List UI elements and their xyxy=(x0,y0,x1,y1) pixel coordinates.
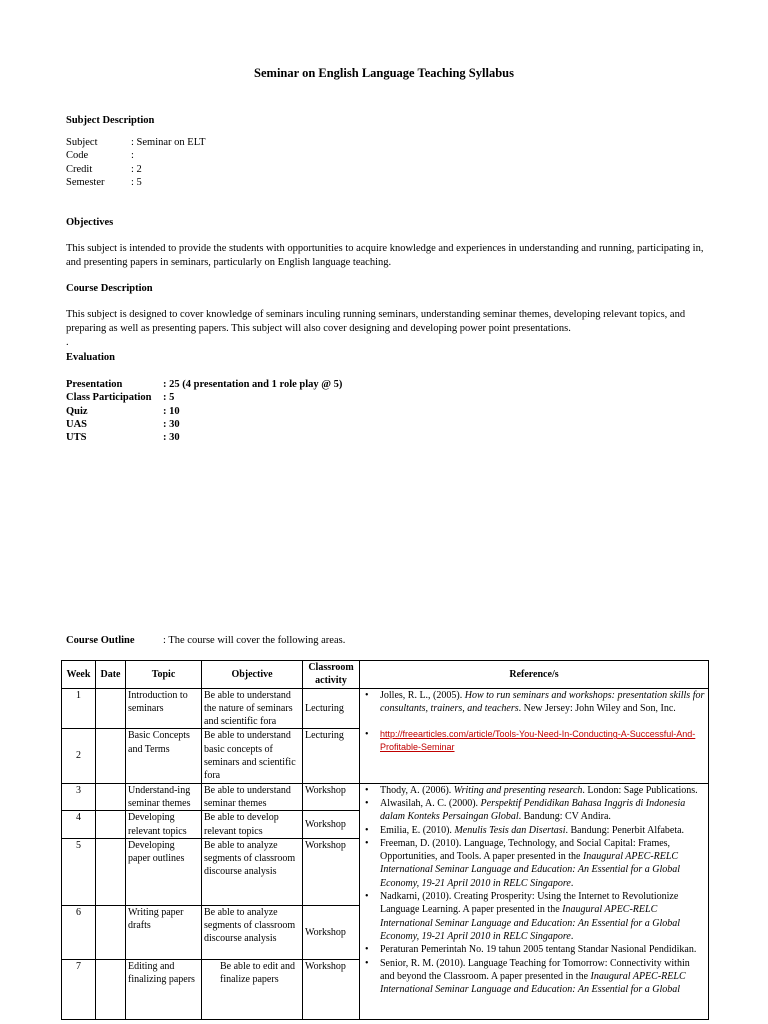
week-cell: 7 xyxy=(62,959,96,1019)
reference-item: • Emilia, E. (2010). Menulis Tesis dan Disertasi. Bandung: Penerbit Alfabeta. xyxy=(362,824,706,837)
reference-item: • Jolles, R. L., (2005). How to run seminars and workshops: presentation skills for consultants, trainers, and teachers. New Jersey: John Wiley and Son, Inc. xyxy=(362,689,706,716)
header-date: Date xyxy=(96,661,126,689)
course-description-text: This subject is designed to cover knowledge of seminars inculing running seminars, understanding seminar themes, developing relevant topics, and preparing as well as presenting papers. This subject will also cover designing and developing power point presentations. xyxy=(66,309,686,334)
activity-cell: Lecturing xyxy=(303,688,360,729)
activity-cell: Workshop xyxy=(303,905,360,959)
code-row xyxy=(66,149,206,162)
course-description-heading: Course Description xyxy=(66,283,153,294)
topic-cell: Introduction to seminars xyxy=(126,688,202,729)
subject-value: : Seminar on ELT xyxy=(131,137,206,148)
objectives-text: This subject is intended to provide the students with opportunities to acquire knowledge and experiences in understanding and running, participating in, and presenting papers in seminars, particularly on English language teaching. xyxy=(66,243,704,268)
date-cell xyxy=(96,688,126,729)
topic-cell: Editing and finalizing papers xyxy=(126,959,202,1019)
semester-key: Semester xyxy=(66,176,105,188)
evaluation-value: : 25 (4 presentation and 1 role play @ 5) xyxy=(163,379,343,390)
table-header-row xyxy=(62,661,709,689)
topic-cell: Understand-ing seminar themes xyxy=(126,783,202,811)
activity-cell: Workshop xyxy=(303,838,360,905)
week-cell: 4 xyxy=(62,811,96,839)
week-cell: 6 xyxy=(62,905,96,959)
objective-cell: Be able to analyze segments of classroom discourse analysis xyxy=(202,838,303,905)
date-cell xyxy=(96,811,126,839)
activity-cell: Workshop xyxy=(303,783,360,811)
header-topic: Topic xyxy=(126,661,202,689)
objective-cell: Be able to edit and finalize papers xyxy=(202,959,303,1019)
table-row xyxy=(62,688,709,729)
reference-item: • Senior, R. M. (2010). Language Teaching for Tomorrow: Connectivity within and beyond the Classroom. A paper presented in the Inaugural APEC-RELC International Seminar Language and Education: An Essential for a Global xyxy=(362,957,706,997)
semester-value: : 5 xyxy=(131,176,142,188)
evaluation-heading: Evaluation xyxy=(66,352,116,363)
code-key: Code xyxy=(66,150,89,162)
week-cell: 1 xyxy=(62,688,96,729)
table-row xyxy=(62,783,709,811)
activity-cell: Lecturing xyxy=(303,729,360,783)
date-cell xyxy=(96,838,126,905)
evaluation-value: : 10 xyxy=(163,405,180,417)
topic-cell: Developing relevant topics xyxy=(126,811,202,839)
week-cell: 5 xyxy=(62,838,96,905)
subject-key: Subject xyxy=(66,137,98,148)
evaluation-value: : 30 xyxy=(163,432,180,444)
reference-item: • Freeman, D. (2010). Language, Technology, and Social Capital: Frames, Opportunities, and Tools. A paper presented in the Inaugural APEC-RELC International Seminar Language and Education: An Essential for a Global Economy, 19-21 April 2010 in RELC Singapore. xyxy=(362,837,706,890)
course-outline-text: : The course will cover the following areas. xyxy=(163,635,346,646)
header-objective: Objective xyxy=(202,661,303,689)
objective-cell: Be able to analyze segments of classroom discourse analysis xyxy=(202,905,303,959)
evaluation-row xyxy=(66,431,342,444)
header-week: Week xyxy=(62,661,96,689)
activity-cell: Workshop xyxy=(303,959,360,1019)
credit-value: : 2 xyxy=(131,163,142,175)
subject-description-list xyxy=(66,136,206,189)
objectives-heading: Objectives xyxy=(66,217,114,228)
topic-cell: Writing paper drafts xyxy=(126,905,202,959)
evaluation-row xyxy=(66,418,342,431)
date-cell xyxy=(96,783,126,811)
course-outline-label: Course Outline xyxy=(66,635,135,646)
evaluation-value: : 30 xyxy=(163,418,180,430)
evaluation-row xyxy=(66,378,342,391)
code-value: : xyxy=(131,150,134,162)
evaluation-key: UTS xyxy=(66,432,87,444)
reference-link[interactable]: http://freearticles.com/article/Tools-You-Need-In-Conducting-A-Successful-And-Profitable-Seminar xyxy=(380,729,696,753)
evaluation-key: UAS xyxy=(66,418,88,430)
date-cell xyxy=(96,905,126,959)
credit-row xyxy=(66,163,206,176)
reference-item: • Nadkarni, (2010). Creating Prosperity: Using the Internet to Revolutionize Language Learning. A paper presented in the Inaugural APEC-RELC International Seminar Language and Education: An Essential for a Global Economy, 19-21 April 2010 in RELC Singapore. xyxy=(362,890,706,943)
evaluation-key: Quiz xyxy=(66,405,88,417)
reference-item xyxy=(362,728,706,755)
reference-item: • Peraturan Pemerintah No. 19 tahun 2005 tentang Standar Nasional Pendidikan. xyxy=(362,943,706,956)
date-cell xyxy=(96,729,126,783)
semester-row xyxy=(66,176,206,189)
page-title: Seminar on English Language Teaching Syllabus xyxy=(254,66,514,80)
objective-cell: Be able to understand basic concepts of seminars and scientific fora xyxy=(202,729,303,783)
topic-cell: Basic Concepts and Terms xyxy=(126,729,202,783)
reference-list xyxy=(362,689,706,755)
evaluation-list xyxy=(66,378,342,444)
course-outline-line xyxy=(66,634,345,647)
subject-row xyxy=(66,136,206,149)
evaluation-key: Presentation xyxy=(66,379,123,390)
week-cell: 2 xyxy=(62,729,96,783)
course-outline-table xyxy=(61,660,709,1020)
evaluation-value: : 5 xyxy=(163,392,175,404)
objective-cell: Be able to understand the nature of seminars and scientific fora xyxy=(202,688,303,729)
reference-item: • Alwasilah, A. C. (2000). Perspektif Pendidikan Bahasa Inggris di Indonesia dalam Konteks Persaingan Global. Bandung: CV Andira. xyxy=(362,797,706,824)
evaluation-row xyxy=(66,391,342,404)
date-cell xyxy=(96,959,126,1019)
references-cell xyxy=(360,688,709,783)
header-classroom-activity: Classroom activity xyxy=(303,661,360,689)
objective-cell: Be able to understand seminar themes xyxy=(202,783,303,811)
activity-cell: Workshop xyxy=(303,811,360,839)
subject-description-heading: Subject Description xyxy=(66,115,155,126)
stray-dot: . xyxy=(66,337,69,348)
week-cell: 3 xyxy=(62,783,96,811)
objective-cell: Be able to develop relevant topics xyxy=(202,811,303,839)
header-references: Reference/s xyxy=(360,661,709,689)
reference-list xyxy=(362,784,706,997)
credit-key: Credit xyxy=(66,163,93,175)
evaluation-row xyxy=(66,405,342,418)
evaluation-key: Class Participation xyxy=(66,392,152,404)
references-cell xyxy=(360,783,709,1019)
topic-cell: Developing paper outlines xyxy=(126,838,202,905)
reference-item: • Thody, A. (2006). Writing and presenting research. London: Sage Publications. xyxy=(362,784,706,797)
